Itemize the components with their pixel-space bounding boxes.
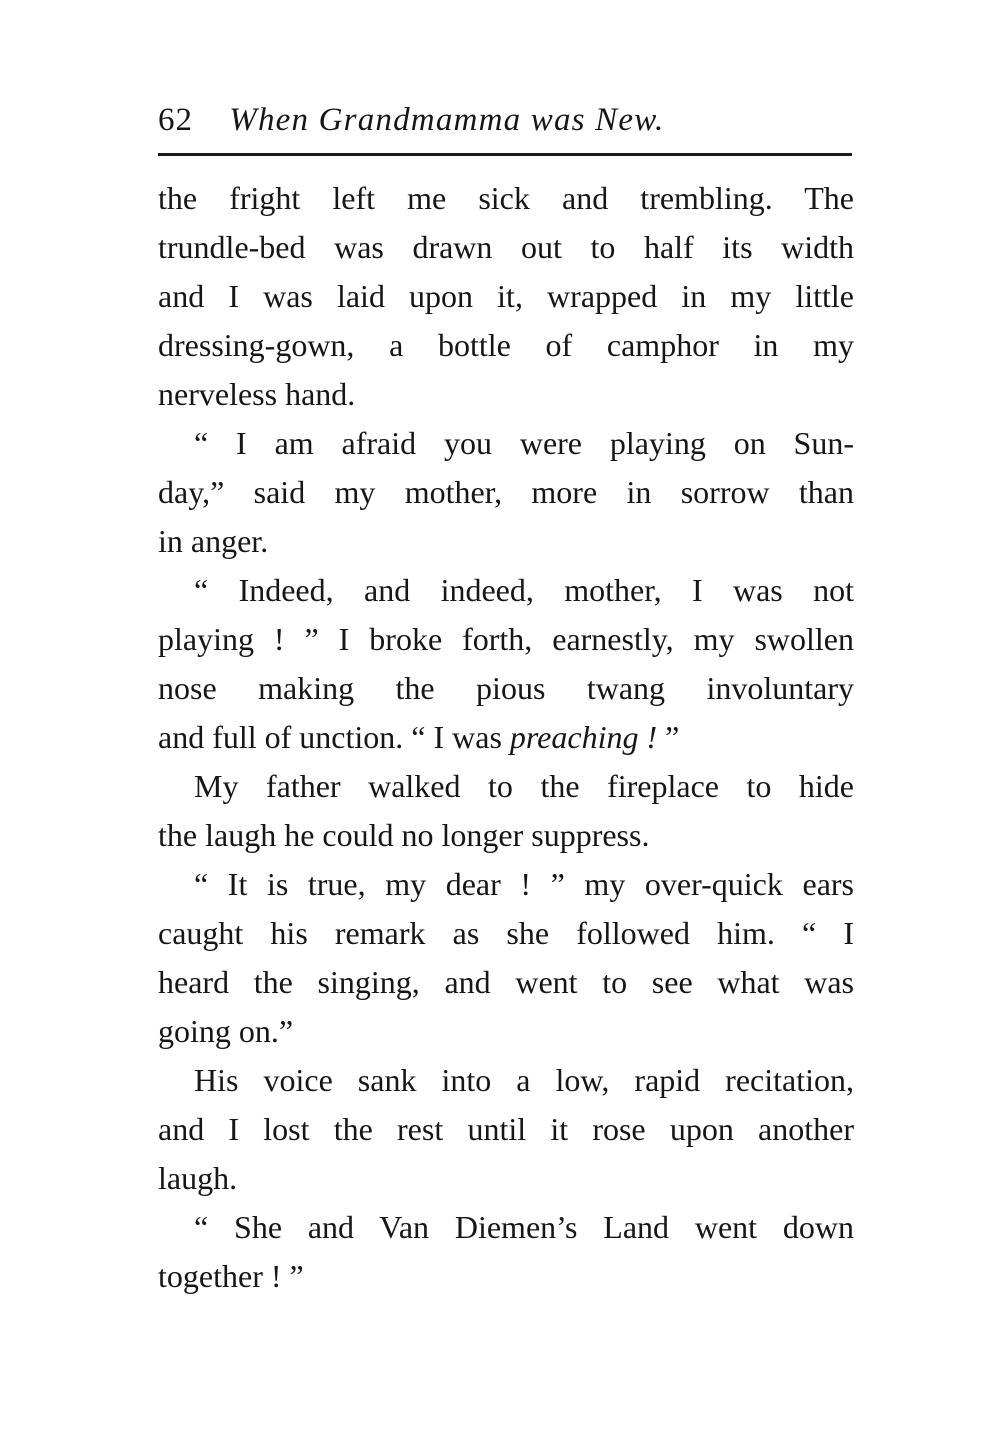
text-line: My father walked to the fireplace to hide — [194, 768, 854, 804]
header-rule — [158, 153, 852, 156]
text-line: day,” said my mother, more in sorrow than — [158, 474, 854, 510]
text-line: together ! ” — [158, 1258, 304, 1294]
italic-word: preaching ! — [509, 719, 658, 755]
text-line: His voice sank into a low, rapid recitation, — [194, 1062, 854, 1098]
text-line: caught his remark as she followed him. “ I — [158, 915, 854, 951]
page-number: 62 — [158, 102, 193, 138]
text-line: and I was laid upon it, wrapped in my little — [158, 278, 854, 314]
text-line: “ Indeed, and indeed, mother, I was not — [194, 572, 854, 608]
running-head — [158, 96, 858, 144]
text-segment: and full of unction. “ I was — [158, 719, 510, 755]
body-text — [158, 174, 854, 1301]
text-line — [158, 713, 854, 762]
text-line: going on.” — [158, 1013, 294, 1049]
text-line: “ She and Van Diemen’s Land went down — [194, 1209, 854, 1245]
text-line: in anger. — [158, 523, 269, 559]
text-line: dressing-gown, a bottle of camphor in my — [158, 327, 854, 363]
text-line: playing ! ” I broke forth, earnestly, my swollen — [158, 621, 854, 657]
text-line: “ I am afraid you were playing on Sun- — [194, 425, 854, 461]
text-segment: ” — [657, 719, 680, 755]
text-line: nerveless hand. — [158, 376, 356, 412]
running-title: When Grandmamma was New. — [229, 102, 665, 138]
text-line: nose making the pious twang involuntary — [158, 670, 854, 706]
text-line: “ It is true, my dear ! ” my over-quick ears — [194, 866, 854, 902]
text-line: the laugh he could no longer suppress. — [158, 817, 650, 853]
text-line: heard the singing, and went to see what was — [158, 964, 854, 1000]
text-line: trundle-bed was drawn out to half its width — [158, 229, 854, 265]
text-line: laugh. — [158, 1160, 238, 1196]
text-line: and I lost the rest until it rose upon another — [158, 1111, 854, 1147]
text-line: the fright left me sick and trembling. The — [158, 180, 854, 216]
